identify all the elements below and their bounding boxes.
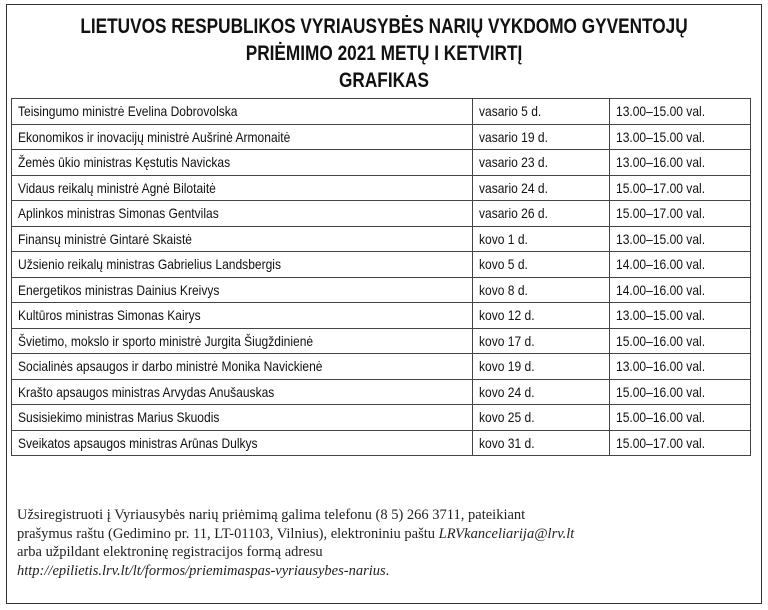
date-cell-text: kovo 1 d.: [479, 230, 529, 247]
time-cell-text: 13.00–15.00 val.: [616, 103, 706, 120]
time-cell-text: 15.00–16.00 val.: [616, 383, 706, 400]
minister-cell-text: Krašto apsaugos ministras Arvydas Anušauskas: [18, 383, 275, 400]
minister-cell-text: Aplinkos ministras Simonas Gentvilas: [18, 205, 219, 222]
date-cell-text: kovo 31 d.: [479, 434, 535, 451]
minister-cell-text: Žemės ūkio ministras Kęstutis Navickas: [18, 154, 231, 171]
date-cell: [473, 328, 610, 354]
title-line-2: PRIĖMIMO 2021 METŲ I KETVIRTĮ: [245, 42, 523, 65]
minister-cell: [12, 430, 473, 456]
time-cell-text: 15.00–16.00 val.: [616, 332, 706, 349]
table-row: [12, 252, 751, 278]
date-cell: [473, 354, 610, 380]
date-cell: [473, 124, 610, 150]
minister-cell: [12, 99, 473, 125]
minister-cell: [12, 379, 473, 405]
minister-cell: [12, 226, 473, 252]
minister-cell-text: Ekonomikos ir inovacijų ministrė Aušrinė Armonaitė: [18, 128, 291, 145]
table-row: [12, 150, 751, 176]
table-row: [12, 430, 751, 456]
time-cell-text: 14.00–16.00 val.: [616, 281, 706, 298]
time-cell-text: 14.00–16.00 val.: [616, 256, 706, 273]
date-cell: [473, 303, 610, 329]
document-title: [75, 13, 693, 94]
time-cell: [610, 430, 751, 456]
date-cell: [473, 226, 610, 252]
date-cell: [473, 201, 610, 227]
time-cell: [610, 124, 751, 150]
table-row: [12, 354, 751, 380]
minister-cell-text: Teisingumo ministrė Evelina Dobrovolska: [18, 103, 238, 120]
table-row: [12, 226, 751, 252]
time-cell: [610, 99, 751, 125]
minister-cell: [12, 277, 473, 303]
date-cell-text: kovo 8 d.: [479, 281, 529, 298]
date-cell: [473, 430, 610, 456]
time-cell: [610, 201, 751, 227]
time-cell: [610, 175, 751, 201]
minister-cell: [12, 303, 473, 329]
time-cell: [610, 226, 751, 252]
minister-cell-text: Socialinės apsaugos ir darbo ministrė Monika Navickienė: [18, 358, 323, 375]
date-cell: [473, 379, 610, 405]
minister-cell-text: Užsienio reikalų ministras Gabrielius Landsbergis: [18, 256, 281, 273]
date-cell: [473, 405, 610, 431]
note-line-4-end: .: [385, 562, 390, 579]
date-cell-text: vasario 19 d.: [479, 128, 549, 145]
minister-cell-text: Vidaus reikalų ministrė Agnė Bilotaitė: [18, 179, 216, 196]
time-cell-text: 13.00–16.00 val.: [616, 358, 706, 375]
table-row: [12, 405, 751, 431]
minister-cell-text: Sveikatos apsaugos ministras Arūnas Dulkys: [18, 434, 258, 451]
note-line-2: [17, 525, 747, 544]
table-row: [12, 175, 751, 201]
title-line-3: GRAFIKAS: [339, 69, 429, 92]
time-cell: [610, 354, 751, 380]
date-cell-text: vasario 5 d.: [479, 103, 542, 120]
minister-cell: [12, 252, 473, 278]
minister-cell: [12, 124, 473, 150]
date-cell: [473, 150, 610, 176]
time-cell-text: 15.00–17.00 val.: [616, 179, 706, 196]
date-cell: [473, 99, 610, 125]
minister-cell: [12, 405, 473, 431]
minister-cell-text: Susisiekimo ministras Marius Skuodis: [18, 409, 220, 426]
minister-cell: [12, 175, 473, 201]
date-cell-text: kovo 12 d.: [479, 307, 535, 324]
minister-cell: [12, 150, 473, 176]
time-cell: [610, 303, 751, 329]
minister-cell: [12, 201, 473, 227]
schedule-table: [11, 98, 751, 456]
minister-cell-text: Finansų ministrė Gintarė Skaistė: [18, 230, 192, 247]
registration-note: [17, 506, 747, 580]
time-cell-text: 13.00–15.00 val.: [616, 128, 706, 145]
date-cell-text: kovo 24 d.: [479, 383, 535, 400]
registration-url-link[interactable]: http://epilietis.lrv.lt/lt/formos/priemimaspas-vyriausybes-narius: [17, 562, 386, 579]
time-cell-text: 15.00–17.00 val.: [616, 205, 706, 222]
date-cell: [473, 252, 610, 278]
time-cell-text: 15.00–16.00 val.: [616, 409, 706, 426]
date-cell: [473, 277, 610, 303]
email-link[interactable]: LRVkanceliarija@lrv.lt: [438, 525, 575, 542]
table-row: [12, 379, 751, 405]
time-cell-text: 13.00–16.00 val.: [616, 154, 706, 171]
time-cell: [610, 405, 751, 431]
date-cell-text: vasario 24 d.: [479, 179, 549, 196]
date-cell-text: kovo 17 d.: [479, 332, 535, 349]
note-line-1: Užsiregistruoti į Vyriausybės narių priėmimą galima telefonu (8 5) 266 3711, pateikiant: [17, 507, 526, 523]
minister-cell-text: Kultūros ministras Simonas Kairys: [18, 307, 201, 324]
time-cell-text: 13.00–15.00 val.: [616, 230, 706, 247]
time-cell-text: 13.00–15.00 val.: [616, 307, 706, 324]
minister-cell: [12, 328, 473, 354]
note-line-3: arba užpildant elektroninę registracijos formą adresu: [17, 544, 323, 560]
table-row: [12, 124, 751, 150]
date-cell-text: kovo 19 d.: [479, 358, 535, 375]
date-cell-text: vasario 23 d.: [479, 154, 549, 171]
title-line-1: LIETUVOS RESPUBLIKOS VYRIAUSYBĖS NARIŲ VYKDOMO GYVENTOJŲ: [80, 15, 688, 38]
time-cell: [610, 150, 751, 176]
table-row: [12, 277, 751, 303]
table-row: [12, 99, 751, 125]
time-cell: [610, 252, 751, 278]
time-cell-text: 15.00–17.00 val.: [616, 434, 706, 451]
table-row: [12, 303, 751, 329]
date-cell-text: kovo 5 d.: [479, 256, 529, 273]
time-cell: [610, 379, 751, 405]
date-cell-text: kovo 25 d.: [479, 409, 535, 426]
minister-cell-text: Švietimo, mokslo ir sporto ministrė Jurgita Šiugždinienė: [18, 332, 314, 349]
date-cell: [473, 175, 610, 201]
note-line-4: [17, 562, 747, 581]
time-cell: [610, 328, 751, 354]
time-cell: [610, 277, 751, 303]
table-row: [12, 328, 751, 354]
note-line-2-text: prašymus raštu (Gedimino pr. 11, LT-01103, Vilnius), elektroniniu paštu: [17, 525, 439, 542]
date-cell-text: vasario 26 d.: [479, 205, 549, 222]
minister-cell: [12, 354, 473, 380]
table-row: [12, 201, 751, 227]
minister-cell-text: Energetikos ministras Dainius Kreivys: [18, 281, 220, 298]
